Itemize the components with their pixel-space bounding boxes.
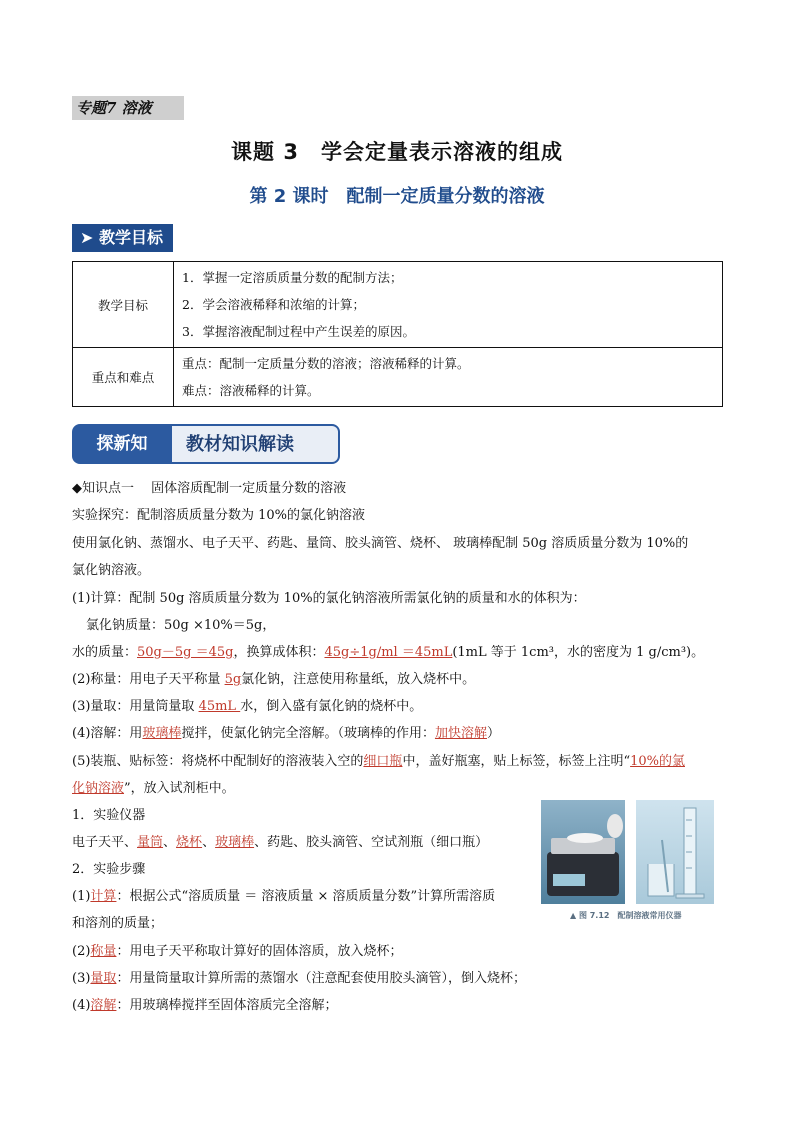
step-2-line: [72, 940, 402, 959]
banner-label-left: 探新知: [72, 424, 172, 464]
figure-caption: ▲ 图 7.12 配制溶液常用仪器: [570, 911, 682, 920]
answer-blank: 烧杯: [176, 835, 203, 850]
text-run: (3): [72, 971, 91, 986]
weigh-line: [72, 668, 475, 687]
text-run: ：根据公式“溶质质量 ＝ 溶液质量 × 溶质质量分数”计算所需溶质: [116, 889, 496, 904]
answer-blank: 计算: [90, 889, 117, 904]
topic-tag: 专题7 溶液: [72, 96, 184, 120]
table-cell-label: 教学目标: [73, 262, 174, 348]
text-run: ）: [486, 726, 500, 741]
text-run: (3)量取：用量筒量取: [72, 699, 199, 714]
text-run: (1): [72, 889, 91, 904]
answer-blank: 量取: [90, 971, 117, 986]
list-item: 重点：配制一定质量分数的溶液；溶液稀释的计算。: [182, 356, 470, 371]
bottle-line: [72, 750, 685, 769]
text-run: 、: [163, 835, 177, 850]
answer-blank: 量筒: [137, 835, 164, 850]
text-run: ：用电子天平称取计算好的固体溶质，放入烧杯；: [116, 944, 403, 959]
list-item: 难点：溶液稀释的计算。: [182, 383, 320, 398]
text-run: (2): [72, 944, 91, 959]
step-1-line: [72, 885, 495, 904]
text-run: ：用量筒量取计算所需的蒸馏水（注意配套使用胶头滴管），倒入烧杯；: [116, 971, 526, 986]
list-item: 3．掌握溶液配制过程中产生误差的原因。: [182, 324, 415, 339]
table-cell-content: [174, 262, 723, 348]
text-run: 水的质量：: [72, 645, 138, 660]
instruments-title: 1．实验仪器: [72, 808, 146, 823]
answer-blank: 45mL: [198, 699, 241, 714]
step-4-line: [72, 994, 337, 1013]
text-run: 氯化钠，注意使用称量纸，放入烧杯中。: [241, 672, 476, 687]
knowledge-point-title: ◆知识点一 固体溶质配制一定质量分数的溶液: [72, 481, 347, 496]
table-cell-label: 重点和难点: [73, 348, 174, 407]
section-heading-goals: ➤ 教学目标: [72, 224, 173, 252]
goals-heading-label: 教学目标: [98, 228, 163, 247]
intro-line: 使用氯化钠、蒸馏水、电子天平、药匙、量筒、胶头滴管、烧杯、 玻璃棒配制 50g 溶质质量分数为 10%的: [72, 536, 689, 551]
instruments-line: [72, 831, 488, 850]
explore-line: 实验探究：配制溶质质量分数为 10%的氯化钠溶液: [72, 508, 366, 523]
calc-title: (1)计算：配制 50g 溶质质量分数为 10%的氯化钠溶液所需氯化钠的质量和水的体积为：: [72, 591, 586, 606]
steps-title: 2．实验步骤: [72, 862, 146, 877]
answer-blank: 细口瓶: [363, 754, 403, 769]
text-run: (1mL 等于 1cm³，水的密度为 1 g/cm³)。: [452, 645, 705, 660]
answer-blank: 称量: [90, 944, 117, 959]
answer-blank: 10%的氯: [630, 754, 685, 769]
step-3-line: [72, 967, 526, 986]
text-run: 水，倒入盛有氯化钠的烧杯中。: [240, 699, 423, 714]
list-item: 1．掌握一定溶质质量分数的配制方法；: [182, 270, 403, 285]
answer-blank: 玻璃棒: [142, 726, 182, 741]
answer-blank: 加快溶解: [434, 726, 487, 741]
banner-label-right: 教材知识解读: [172, 424, 340, 464]
water-mass-line: [72, 641, 704, 660]
text-run: ：用玻璃棒搅拌至固体溶质完全溶解；: [116, 998, 338, 1013]
text-run: ”，放入试剂柜中。: [124, 781, 235, 796]
goals-table: [72, 261, 723, 407]
text-run: 、: [202, 835, 216, 850]
text-run: 中，盖好瓶塞，贴上标签，标签上注明“: [402, 754, 631, 769]
balance-photo: [541, 800, 625, 904]
electronic-balance-icon: [541, 800, 625, 904]
list-item: 2．学会溶液稀释和浓缩的计算；: [182, 297, 365, 312]
text-run: (4): [72, 998, 91, 1013]
answer-blank: 45g÷1g/ml ＝45mL: [324, 645, 453, 660]
text-run: (4)溶解：用: [72, 726, 143, 741]
text-run: 、药匙、胶头滴管、空试剂瓶（细口瓶）: [254, 835, 489, 850]
section-banner: [72, 422, 344, 466]
answer-blank: 玻璃棒: [215, 835, 255, 850]
step-1-line-2: 和溶剂的质量；: [72, 916, 164, 931]
text-run: (5)装瓶、贴标签：将烧杯中配制好的溶液装入空的: [72, 754, 364, 769]
text-run: (2)称量：用电子天平称量: [72, 672, 225, 687]
text-run: 搅拌，使氯化钠完全溶解。（玻璃棒的作用：: [181, 726, 435, 741]
table-row: [73, 348, 723, 407]
answer-blank: 溶解: [90, 998, 117, 1013]
page-title: 课题 3 学会定量表示溶液的组成: [231, 140, 563, 164]
answer-blank: 化钠溶液: [72, 781, 125, 796]
answer-blank: 5g: [224, 672, 242, 687]
cylinder-photo: [636, 800, 714, 904]
intro-line-2: 氯化钠溶液。: [72, 563, 151, 578]
text-run: 电子天平、: [72, 835, 138, 850]
dissolve-line: [72, 722, 500, 741]
table-cell-content: [174, 348, 723, 407]
answer-blank: 50g－5g ＝45g: [137, 645, 234, 660]
graduated-cylinder-icon: [636, 800, 714, 904]
nacl-mass-line: 氯化钠质量：50g ×10%＝5g，: [86, 618, 276, 633]
measure-line: [72, 695, 422, 714]
text-run: ，换算成体积：: [233, 645, 325, 660]
page-subtitle: 第 2 课时 配制一定质量分数的溶液: [249, 186, 545, 207]
table-row: [73, 262, 723, 348]
bottle-line-2: [72, 777, 235, 796]
